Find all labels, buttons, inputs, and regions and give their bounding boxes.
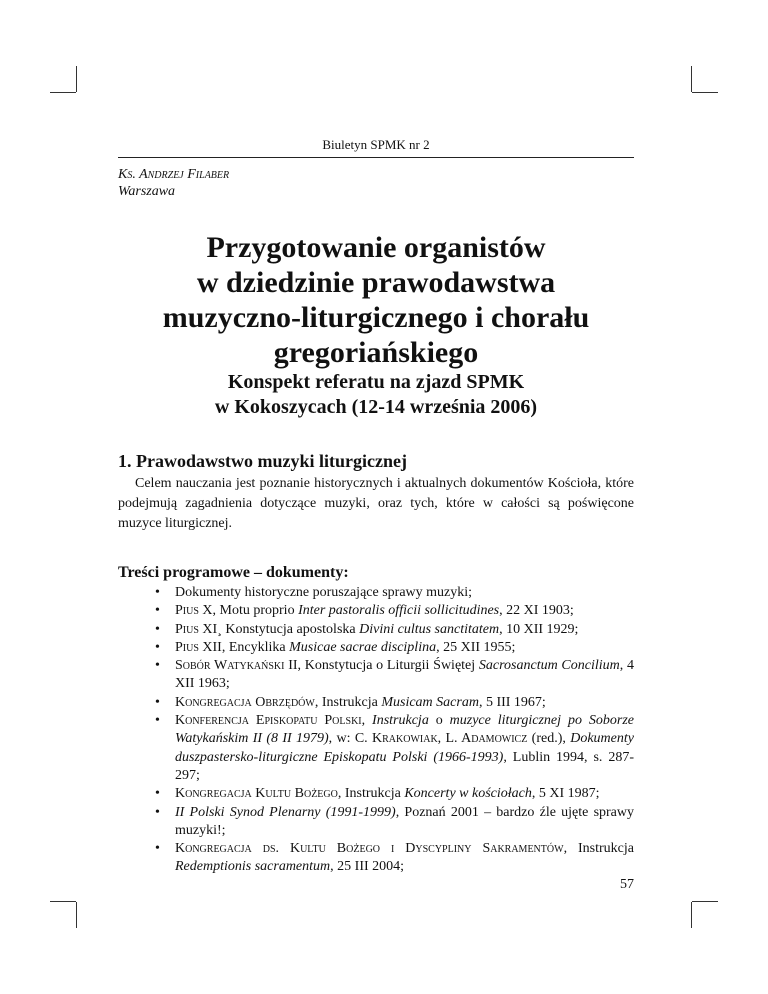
item-author: Sobór Watykański xyxy=(175,658,285,674)
item-text: , Instrukcja xyxy=(563,841,634,857)
crop-mark xyxy=(692,901,718,902)
item-author: Pius xyxy=(175,621,199,637)
header-rule xyxy=(118,157,634,158)
subtitle-line: w Kokoszycach (12-14 września 2006) xyxy=(214,396,538,418)
item-text: , Instrukcja xyxy=(314,694,382,710)
subtitle-line: Konspekt referatu na zjazd SPMK xyxy=(227,371,525,393)
section-heading: 1. Prawodawstwo muzyki liturgicznej xyxy=(118,451,407,471)
bullet-icon: • xyxy=(155,841,160,857)
item-title: Koncerty w kościołach xyxy=(404,786,532,802)
item-title: II Polski Synod Plenarny (1991-1999) xyxy=(175,804,396,820)
list-item xyxy=(118,694,634,712)
list-item xyxy=(118,657,634,694)
list-item xyxy=(118,785,634,803)
title-line: gregoriańskiego xyxy=(273,336,479,369)
item-text: , 5 XI 1987; xyxy=(531,786,600,802)
item-author: Kongregacja Kultu Bożego xyxy=(175,786,338,802)
document-list xyxy=(118,584,634,877)
title-line: w dziedzinie prawodawstwa xyxy=(196,266,556,299)
crop-mark xyxy=(76,902,77,928)
title-line: muzyczno-liturgicznego i chorału xyxy=(162,301,590,334)
item-text: , 25 III 2004; xyxy=(330,859,405,875)
list-item xyxy=(118,840,634,877)
bullet-icon: • xyxy=(155,603,160,619)
list-item xyxy=(118,621,634,639)
list-item xyxy=(118,712,634,785)
item-text: XII, Encyklika xyxy=(198,639,290,655)
bullet-icon: • xyxy=(155,585,160,600)
item-editors: C. Krakowiak, L. Adamowicz xyxy=(354,731,528,747)
list-item xyxy=(118,602,634,620)
bullet-icon: • xyxy=(155,804,160,820)
program-heading: Treści programowe – dokumenty: xyxy=(118,564,349,581)
crop-mark xyxy=(691,902,692,928)
crop-mark xyxy=(691,66,692,92)
item-text: , Poznań 2001 – bardzo źle ujęte sprawy muzyki!; xyxy=(175,804,635,838)
item-text: o xyxy=(428,713,450,729)
item-text: , w: xyxy=(328,731,355,747)
item-text: Dokumenty historyczne poruszające sprawy muzyki; xyxy=(175,585,473,600)
list-item xyxy=(118,584,634,602)
item-text: X, Motu proprio xyxy=(198,603,299,619)
bullet-icon: • xyxy=(155,639,160,655)
item-title: Musicae sacrae disciplina xyxy=(289,639,437,655)
author-block xyxy=(118,166,229,200)
section-intro-paragraph: Celem nauczania jest poznanie historycznych i aktualnych dokumentów Kościoła, które podejmują zagadnienia dotyczące muzyki, oraz tych, które w całości są poświęcone muzyce liturgicznej. xyxy=(118,476,634,531)
item-title: muzyce liturgicznej po Soborze Watykańskim II (8 II 1979) xyxy=(175,713,634,747)
item-author: Pius xyxy=(175,639,199,655)
item-text: , 22 XI 1903; xyxy=(499,603,574,619)
item-text: XI¸ Konstytucja apostolska xyxy=(198,621,360,637)
running-header: Biuletyn SPMK nr 2 xyxy=(322,137,430,152)
bullet-icon: • xyxy=(155,694,160,710)
item-author: Kongregacja Obrzędów xyxy=(175,694,315,710)
item-text: , Instrukcja xyxy=(337,786,405,802)
list-item xyxy=(118,804,634,841)
article-title xyxy=(118,230,634,370)
crop-mark xyxy=(50,92,76,93)
item-text: , 4 XII 1963; xyxy=(175,658,634,692)
item-text: , xyxy=(361,713,373,729)
bullet-icon: • xyxy=(155,786,160,802)
item-author: Konferencja Episkopatu Polski xyxy=(175,713,362,729)
item-title: Musicam Sacram xyxy=(381,694,479,710)
crop-mark xyxy=(76,66,77,92)
item-title: Sacrosanctum Concilium xyxy=(478,658,620,674)
item-author: Pius xyxy=(175,603,199,619)
title-line: Przygotowanie organistów xyxy=(206,231,546,264)
crop-mark xyxy=(50,901,76,902)
item-title: Instrukcja xyxy=(372,713,429,729)
item-text: , 10 XII 1929; xyxy=(499,621,579,637)
item-text: , Lublin 1994, s. 287-297; xyxy=(175,749,634,783)
bullet-icon: • xyxy=(155,713,160,729)
item-title: Redemptionis sacramentum xyxy=(175,859,331,875)
author-name: Ks. Andrzej Filaber xyxy=(118,167,230,182)
item-title: Dokumenty duszpastersko-liturgiczne Episkopatu Polski (1966-1993) xyxy=(175,731,634,765)
item-author: Kongregacja ds. Kultu Bożego i Dyscypliny Sakramentów xyxy=(175,841,564,857)
author-place: Warszawa xyxy=(118,184,176,199)
item-text: (red.), xyxy=(527,731,571,747)
item-text: II, Konstytucja o Liturgii Świętej xyxy=(284,658,479,674)
list-item xyxy=(118,639,634,657)
item-title: Inter pastoralis officii sollicitudines xyxy=(298,603,500,619)
crop-mark xyxy=(692,92,718,93)
page-number: 57 xyxy=(620,877,634,892)
item-text: , 5 III 1967; xyxy=(478,694,546,710)
item-text: , 25 XII 1955; xyxy=(436,639,516,655)
bullet-icon: • xyxy=(155,621,160,637)
bullet-icon: • xyxy=(155,658,160,674)
article-subtitle xyxy=(118,370,634,420)
item-title: Divini cultus sanctitatem xyxy=(359,621,500,637)
